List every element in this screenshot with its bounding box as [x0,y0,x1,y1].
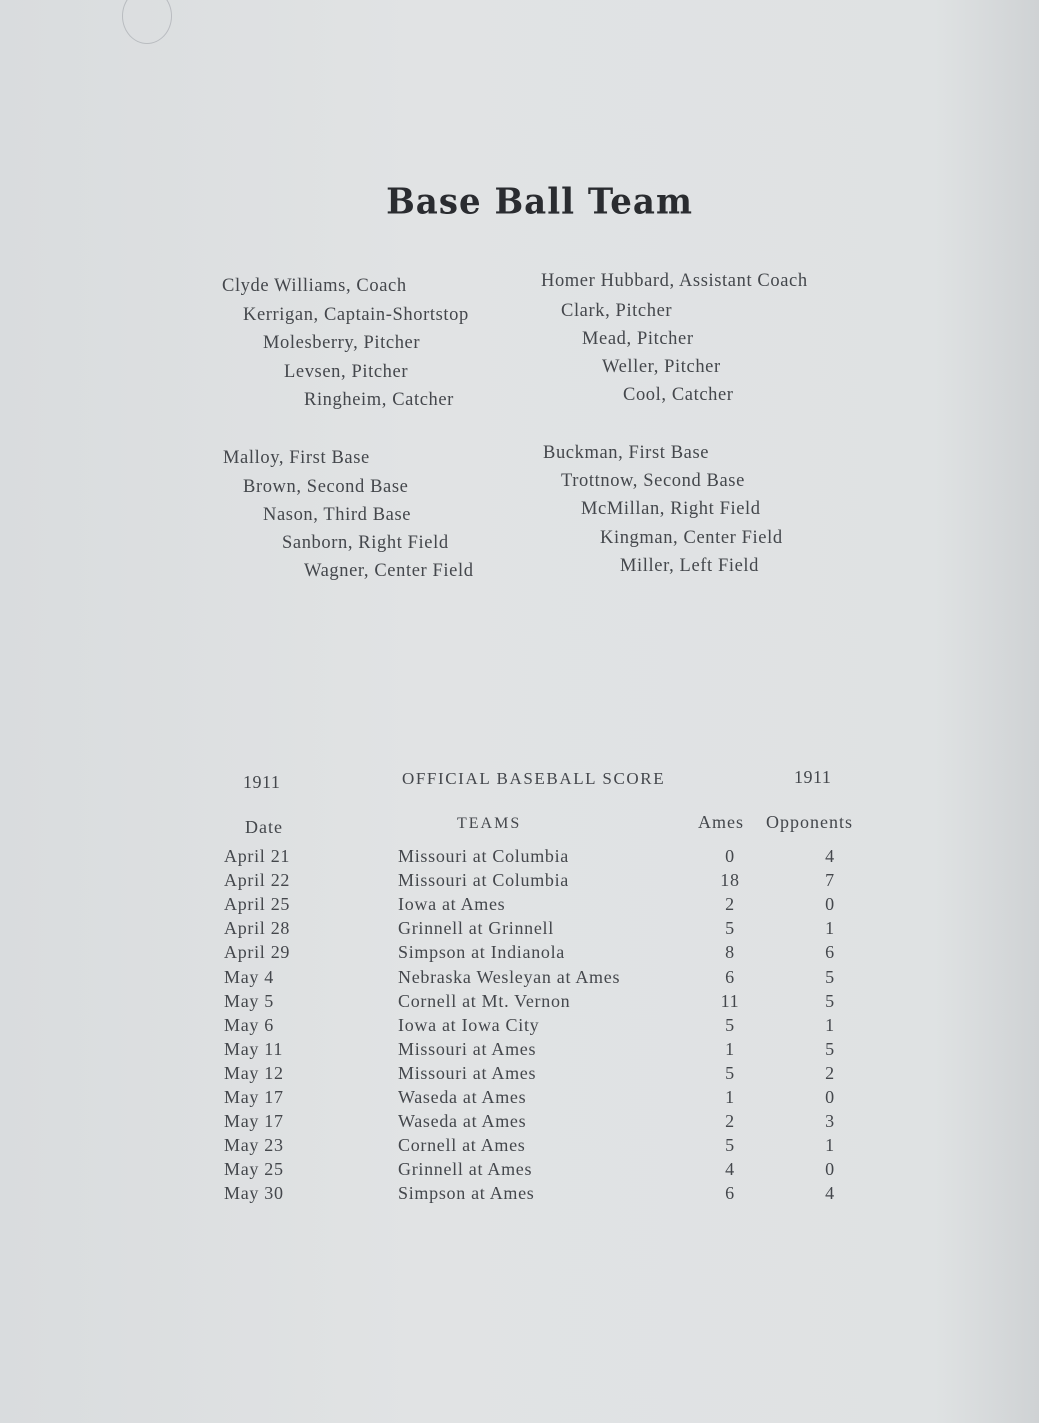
score-heading: OFFICIAL BASEBALL SCORE [402,769,666,788]
roster-left-2-1: Brown, Second Base [243,477,409,497]
game-date: May 5 [224,990,274,1011]
game-date: May 11 [224,1038,284,1059]
table-row [0,967,1039,991]
column-header-date: Date [245,817,283,837]
game-teams: Missouri at Ames [398,1038,537,1059]
table-row [0,846,1039,870]
table-row [0,1183,1039,1207]
roster-right-2-0: Buckman, First Base [543,443,710,463]
table-row [0,1063,1039,1087]
table-row [0,1135,1039,1159]
roster-left-2-4: Wagner, Center Field [304,561,474,581]
table-row [0,1087,1039,1111]
game-date: May 23 [224,1135,284,1156]
game-teams: Missouri at Ames [398,1062,537,1083]
game-date: April 29 [224,942,291,963]
game-ames-score: 5 [725,918,735,939]
game-date: May 6 [224,1014,274,1035]
game-ames-score: 5 [725,1062,735,1083]
roster-left-1-0: Clyde Williams, Coach [222,276,407,296]
game-date: May 12 [224,1062,284,1083]
game-opponent-score: 4 [825,1183,835,1204]
game-teams: Waseda at Ames [398,1111,527,1132]
game-teams: Iowa at Ames [398,894,506,915]
roster-left-1-3: Levsen, Pitcher [284,362,409,382]
column-header-ames: Ames [698,812,744,832]
game-ames-score: 2 [725,1111,735,1132]
table-row [0,870,1039,894]
roster-right-1-0: Homer Hubbard, Assistant Coach [541,271,808,291]
column-header-teams: TEAMS [457,815,522,832]
game-ames-score: 6 [725,1183,735,1204]
roster-right-2-2: McMillan, Right Field [581,499,761,519]
game-ames-score: 2 [725,894,735,915]
game-date: April 28 [224,918,291,939]
roster-right-1-4: Cool, Catcher [623,385,734,405]
table-row [0,942,1039,966]
game-teams: Cornell at Mt. Vernon [398,990,571,1011]
game-opponent-score: 3 [825,1111,835,1132]
game-teams: Simpson at Indianola [398,942,565,963]
game-opponent-score: 5 [825,990,835,1011]
game-ames-score: 6 [725,966,735,987]
punch-hole [122,0,172,44]
table-row [0,918,1039,942]
game-teams: Missouri at Columbia [398,846,569,866]
score-year-right: 1911 [794,767,832,787]
roster-right-2-1: Trottnow, Second Base [561,471,745,491]
game-date: May 25 [224,1159,284,1180]
game-date: April 21 [224,846,291,866]
table-row [0,991,1039,1015]
roster-left-2-2: Nason, Third Base [263,505,412,525]
game-date: April 22 [224,870,291,891]
game-ames-score: 5 [725,1014,735,1035]
column-header-opponents: Opponents [766,812,853,832]
game-opponent-score: 0 [825,1159,835,1180]
game-date: May 30 [224,1183,284,1204]
game-ames-score: 4 [725,1159,735,1180]
roster-right-1-2: Mead, Pitcher [582,329,694,349]
table-row [0,1015,1039,1039]
score-year-left: 1911 [243,772,281,792]
game-teams: Grinnell at Ames [398,1159,533,1180]
game-teams: Simpson at Ames [398,1183,535,1204]
game-teams: Cornell at Ames [398,1135,526,1156]
game-opponent-score: 2 [825,1062,835,1083]
game-date: May 17 [224,1111,284,1132]
game-date: April 25 [224,894,291,915]
game-ames-score: 0 [725,846,735,866]
game-opponent-score: 1 [825,1014,835,1035]
game-teams: Nebraska Wesleyan at Ames [398,966,621,987]
game-teams: Grinnell at Grinnell [398,918,554,939]
table-row [0,894,1039,918]
game-date: May 4 [224,966,274,987]
roster-right-1-3: Weller, Pitcher [602,357,721,377]
game-teams: Missouri at Columbia [398,870,569,891]
game-ames-score: 5 [725,1135,735,1156]
game-ames-score: 8 [725,942,735,963]
roster-left-1-4: Ringheim, Catcher [304,390,454,410]
game-opponent-score: 0 [825,894,835,915]
game-opponent-score: 4 [825,846,835,866]
game-date: May 17 [224,1087,284,1107]
game-teams: Waseda at Ames [398,1087,527,1107]
game-teams: Iowa at Iowa City [398,1014,540,1035]
game-ames-score: 11 [720,990,740,1011]
roster-right-2-3: Kingman, Center Field [600,528,783,548]
game-opponent-score: 1 [825,1135,835,1156]
roster-left-1-1: Kerrigan, Captain-Shortstop [243,305,469,325]
game-opponent-score: 5 [825,966,835,987]
game-ames-score: 1 [725,1038,735,1059]
table-row [0,1159,1039,1183]
game-opponent-score: 0 [825,1087,835,1107]
game-opponent-score: 5 [825,1038,835,1059]
page-title: Base Ball Team [386,181,693,223]
game-opponent-score: 7 [825,870,835,891]
roster-left-1-2: Molesberry, Pitcher [263,333,421,353]
roster-right-1-1: Clark, Pitcher [561,301,673,321]
roster-right-2-4: Miller, Left Field [620,556,760,576]
roster-left-2-0: Malloy, First Base [223,448,370,468]
table-row [0,1039,1039,1063]
table-row [0,1111,1039,1135]
game-opponent-score: 1 [825,918,835,939]
roster-left-2-3: Sanborn, Right Field [282,533,449,553]
game-ames-score: 1 [725,1087,735,1107]
game-ames-score: 18 [720,870,740,891]
game-opponent-score: 6 [825,942,835,963]
